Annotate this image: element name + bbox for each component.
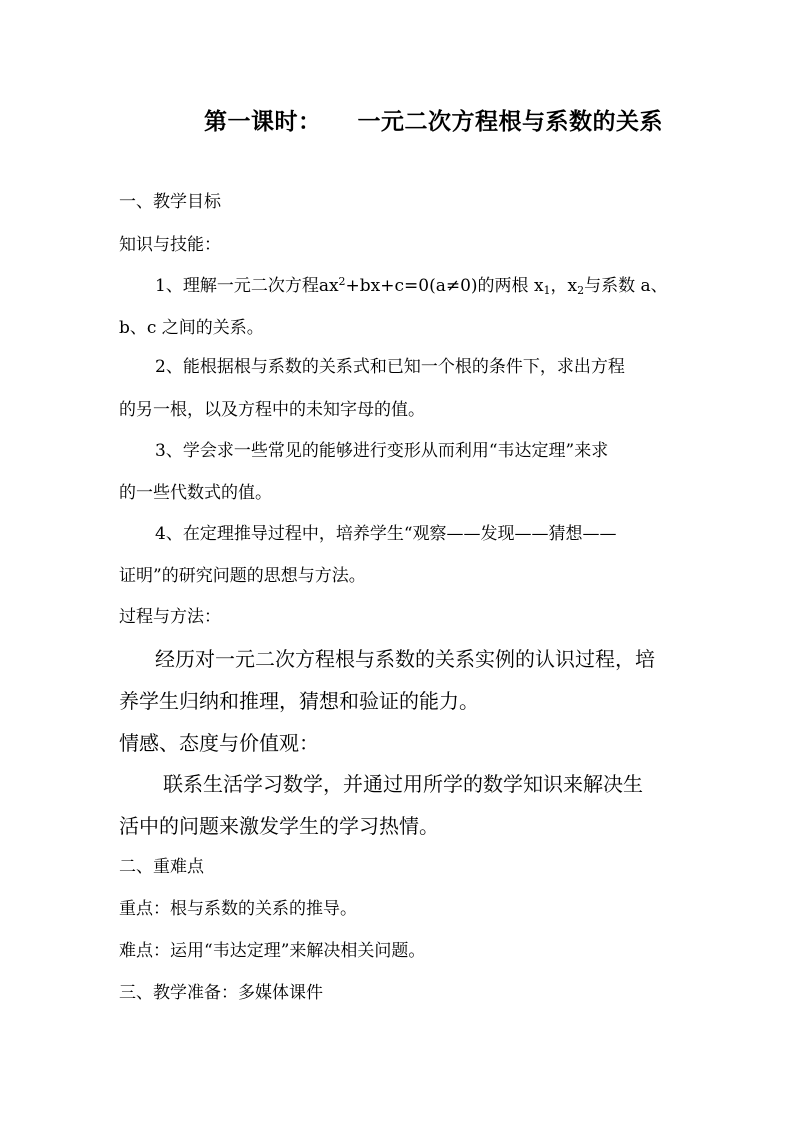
objective-3-line-1: 3、学会求一些常见的能够进行变形从而利用“韦达定理”来求 [155,441,609,461]
section-3-heading: 三、教学准备：多媒体课件 [119,983,323,1003]
difficult-point: 难点：运用“韦达定理”来解决相关问题。 [119,941,426,961]
objective-1-line-2: b、c 之间的关系。 [119,318,264,338]
title-topic: 一元二次方程根与系数的关系 [357,108,663,135]
title-lesson: 第一课时： [204,108,322,135]
emotion-line-2: 活中的问题来激发学生的学习热情。 [119,814,439,838]
objective-2-line-2: 的另一根，以及方程中的未知字母的值。 [119,400,425,420]
emotion-heading: 情感、态度与价值观： [119,731,319,755]
page-title [204,103,663,136]
process-line-1: 经历对一元二次方程根与系数的关系实例的认识过程，培 [155,647,655,671]
objective-4-line-1: 4、在定理推导过程中，培养学生“观察——发现——猜想—— [155,524,617,544]
process-line-2: 养学生归纳和推理，猜想和验证的能力。 [119,689,479,713]
objective-3-line-2: 的一些代数式的值。 [119,483,272,503]
process-heading: 过程与方法： [119,607,221,627]
objective-2-line-1: 2、能根据根与系数的关系式和已知一个根的条件下，求出方程 [155,357,625,377]
knowledge-heading: 知识与技能： [119,235,221,255]
section-2-heading: 二、重难点 [119,857,204,877]
objective-4-line-2: 证明”的研究问题的思想与方法。 [119,566,366,586]
key-point: 重点：根与系数的关系的推导。 [119,899,357,919]
emotion-line-1: 联系生活学习数学，并通过用所学的数学知识来解决生 [163,772,643,796]
section-1-heading: 一、教学目标 [119,192,221,212]
objective-1-line-1: 1、理解一元二次方程$ax^2+bx+c=0(a\ne 0)$的两根 $x_1$，$x_2$与系数 a、 [155,275,668,297]
